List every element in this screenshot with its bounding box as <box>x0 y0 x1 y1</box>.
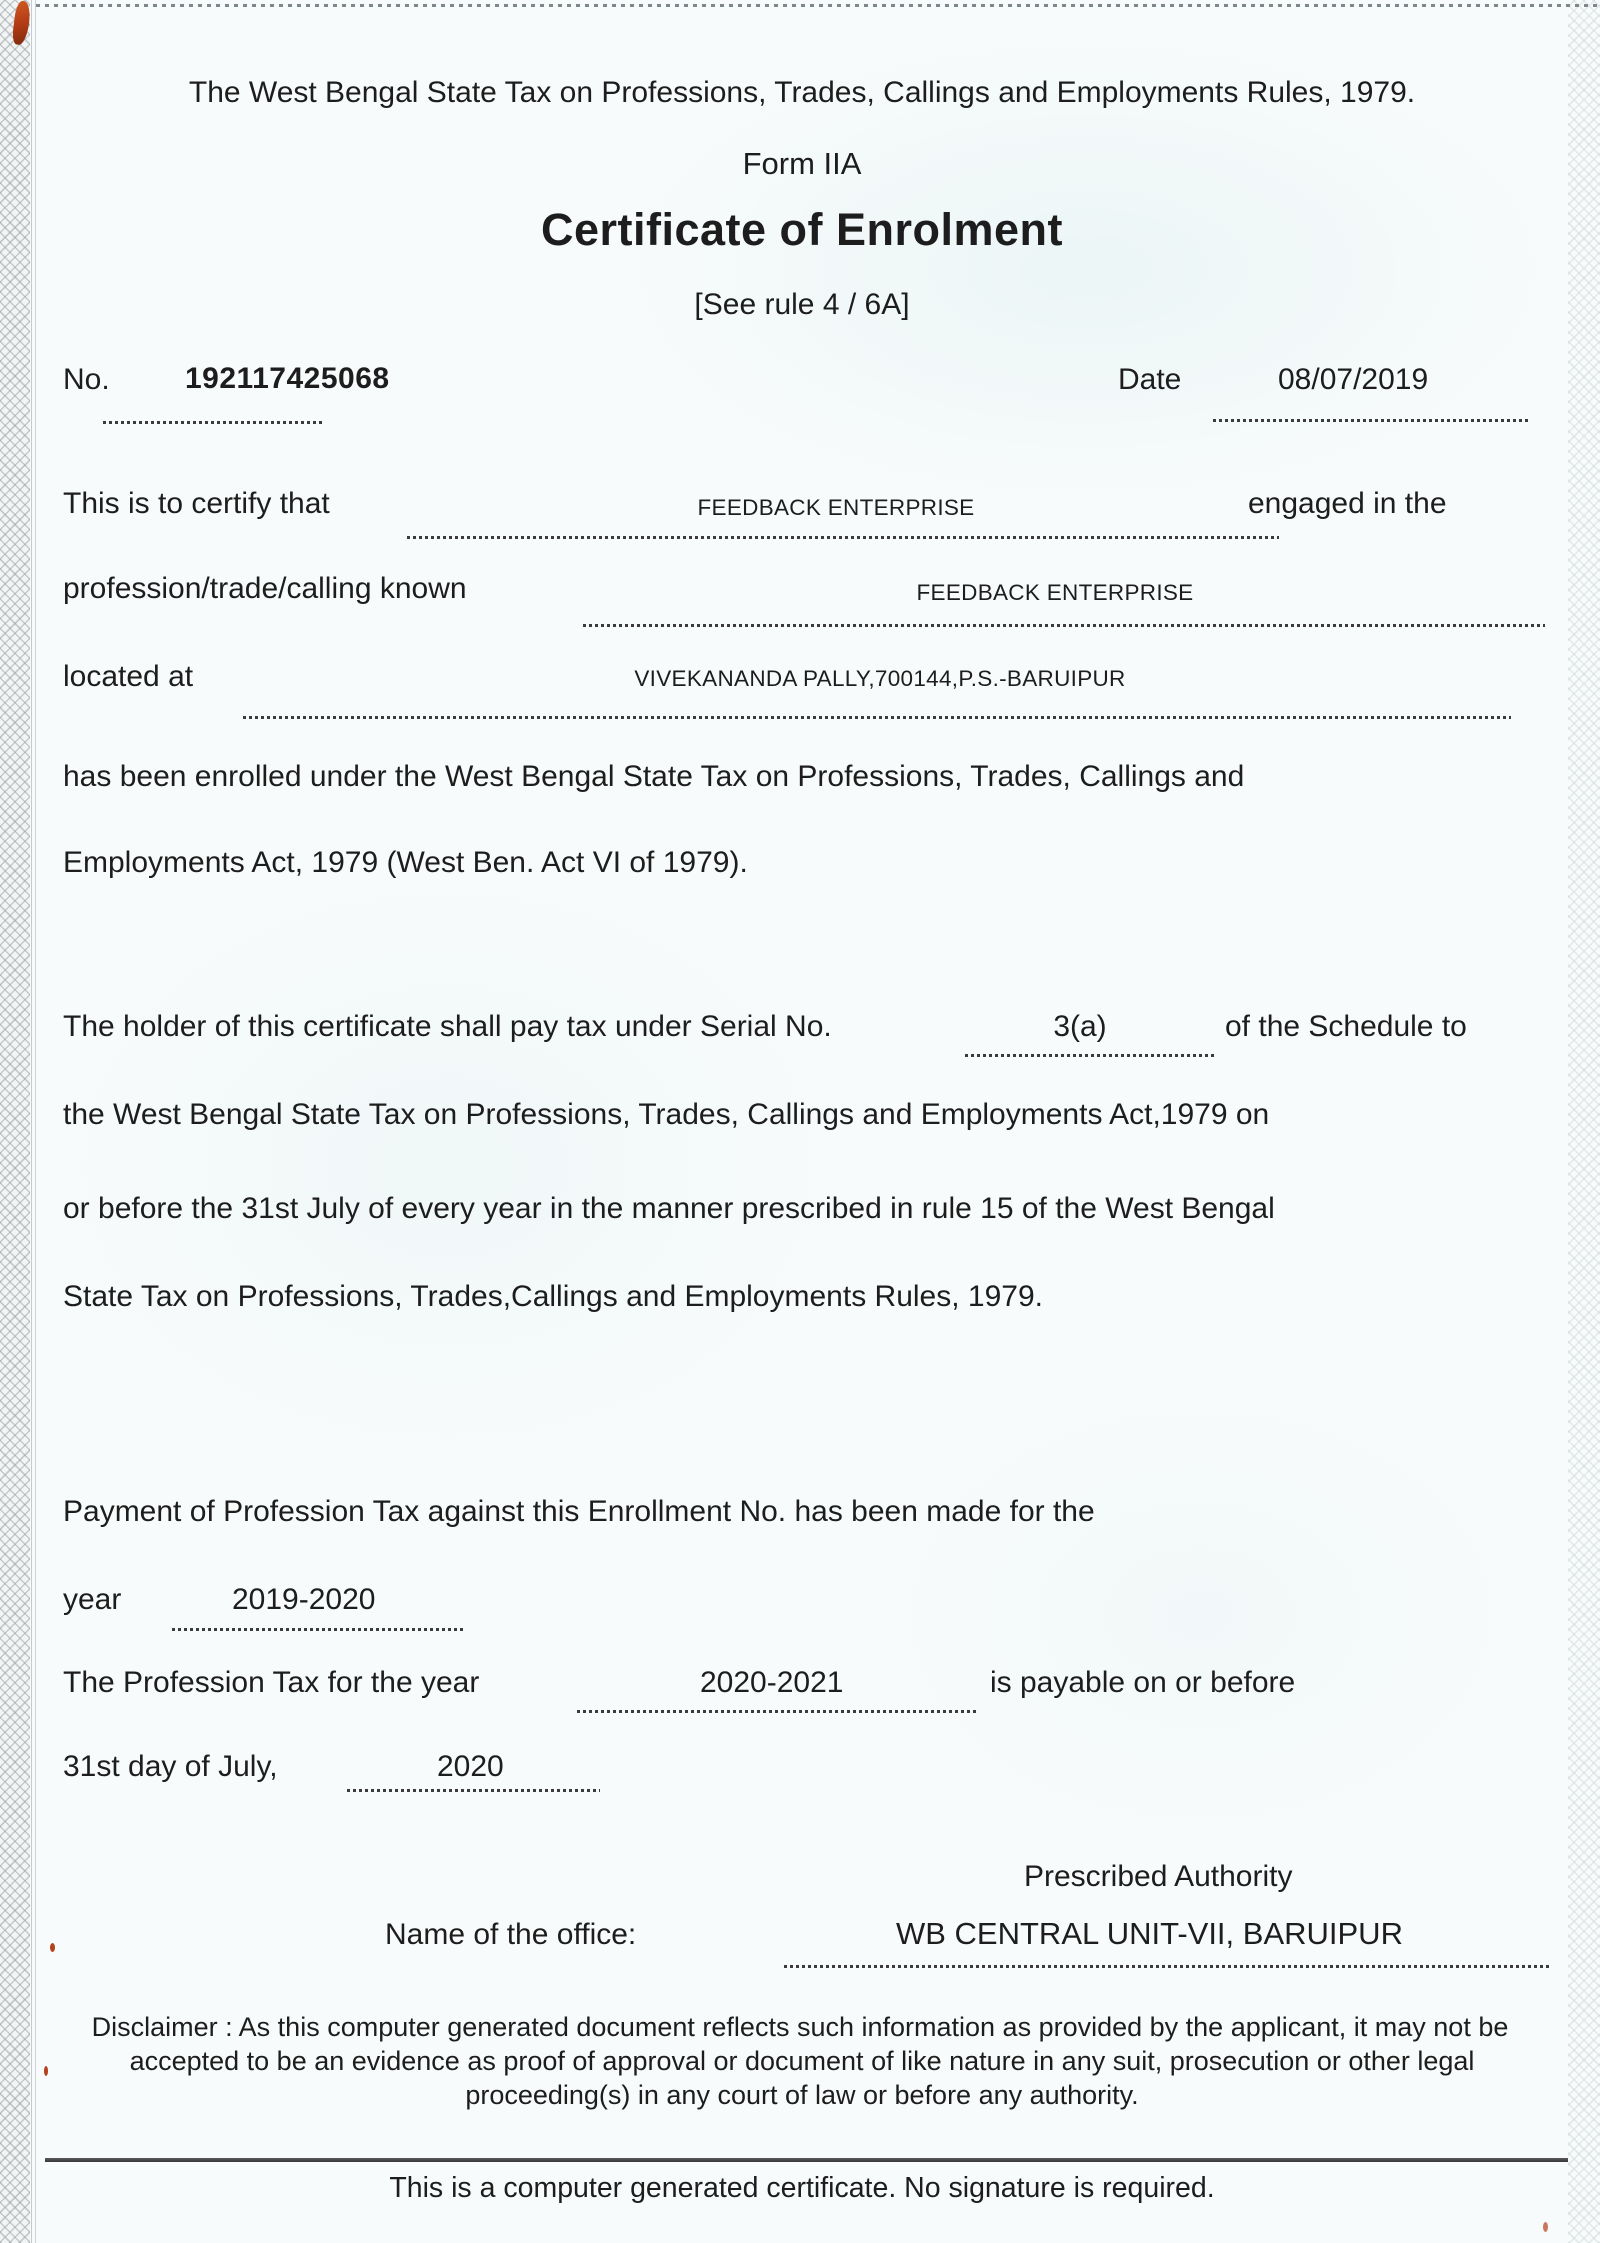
serial-underline <box>965 1054 1215 1057</box>
prescribed-authority-label: Prescribed Authority <box>1024 1860 1293 1893</box>
year-label: year <box>63 1583 122 1616</box>
red-speck <box>50 1943 55 1952</box>
profession-label: profession/trade/calling known <box>63 572 467 605</box>
profession-value: FEEDBACK ENTERPRISE <box>916 580 1194 605</box>
disclaimer-line2: accepted to be an evidence as proof of approval or document of like nature in any suit, prosecution or other legal <box>129 2046 1475 2076</box>
enrolment-number: 192117425068 <box>185 362 390 395</box>
due-date-label: 31st day of July, <box>63 1750 278 1783</box>
act-text-line1: the West Bengal State Tax on Professions, Trades, Callings and Employments Act,1979 on <box>63 1098 1270 1131</box>
act-text-line2: or before the 31st July of every year in the manner prescribed in rule 15 of the West Bengal <box>63 1192 1275 1225</box>
located-label: located at <box>63 660 194 693</box>
serial-label: The holder of this certificate shall pay tax under Serial No. <box>63 1010 832 1043</box>
enrollee-name: FEEDBACK ENTERPRISE <box>697 495 975 520</box>
profession-underline <box>583 624 1545 627</box>
serial-suffix: of the Schedule to <box>1225 1010 1467 1043</box>
date-label: Date <box>1118 363 1182 396</box>
due-underline <box>347 1789 600 1792</box>
date-value: 08/07/2019 <box>1278 363 1429 396</box>
no-underline <box>103 421 325 424</box>
office-underline <box>784 1965 1552 1968</box>
rule-reference: [See rule 4 / 6A] <box>694 288 910 321</box>
top-perforation-edge <box>36 4 1600 7</box>
enrolled-text-line2: Employments Act, 1979 (West Ben. Act VI of 1979). <box>63 846 748 879</box>
no-label: No. <box>63 363 110 396</box>
date-underline <box>1213 419 1531 422</box>
due-year-value: 2020 <box>437 1750 504 1783</box>
footer-note: This is a computer generated certificate. No signature is required. <box>389 2172 1215 2204</box>
act-text-line3: State Tax on Professions, Trades,Callings and Employments Rules, 1979. <box>63 1280 1043 1313</box>
right-perforation-edge <box>1568 0 1600 2243</box>
year-value: 2019-2020 <box>232 1583 376 1616</box>
next-year-value: 2020-2021 <box>700 1666 844 1699</box>
left-edge-rule <box>31 0 36 2243</box>
red-speck <box>1543 2222 1548 2232</box>
payable-label: is payable on or before <box>990 1666 1296 1699</box>
serial-value: 3(a) <box>1053 1010 1107 1043</box>
act-title: The West Bengal State Tax on Professions, Trades, Callings and Employments Rules, 1979. <box>188 76 1416 109</box>
office-label: Name of the office: <box>385 1918 637 1951</box>
next-year-underline <box>577 1710 977 1713</box>
form-number: Form IIA <box>742 146 862 181</box>
enrolled-text-line1: has been enrolled under the West Bengal State Tax on Professions, Trades, Callings and <box>63 760 1245 793</box>
payment-made-line: Payment of Profession Tax against this Enrollment No. has been made for the <box>63 1495 1095 1528</box>
located-underline <box>243 716 1511 719</box>
certificate-title: Certificate of Enrolment <box>540 204 1064 255</box>
disclaimer-line1: Disclaimer : As this computer generated document reflects such information as provided by the applicant, it may not be <box>91 2012 1509 2042</box>
year-underline <box>172 1628 463 1631</box>
certify-label: This is to certify that <box>63 487 330 520</box>
engaged-label: engaged in the <box>1248 487 1447 520</box>
next-year-label: The Profession Tax for the year <box>63 1666 480 1699</box>
left-perforation-edge <box>0 0 30 2243</box>
footer-divider <box>45 2158 1568 2162</box>
disclaimer-line3: proceeding(s) in any court of law or before any authority. <box>465 2080 1139 2110</box>
office-value: WB CENTRAL UNIT-VII, BARUIPUR <box>896 1916 1403 1951</box>
address-value: VIVEKANANDA PALLY,700144,P.S.-BARUIPUR <box>634 666 1126 691</box>
certify-underline <box>407 536 1279 539</box>
